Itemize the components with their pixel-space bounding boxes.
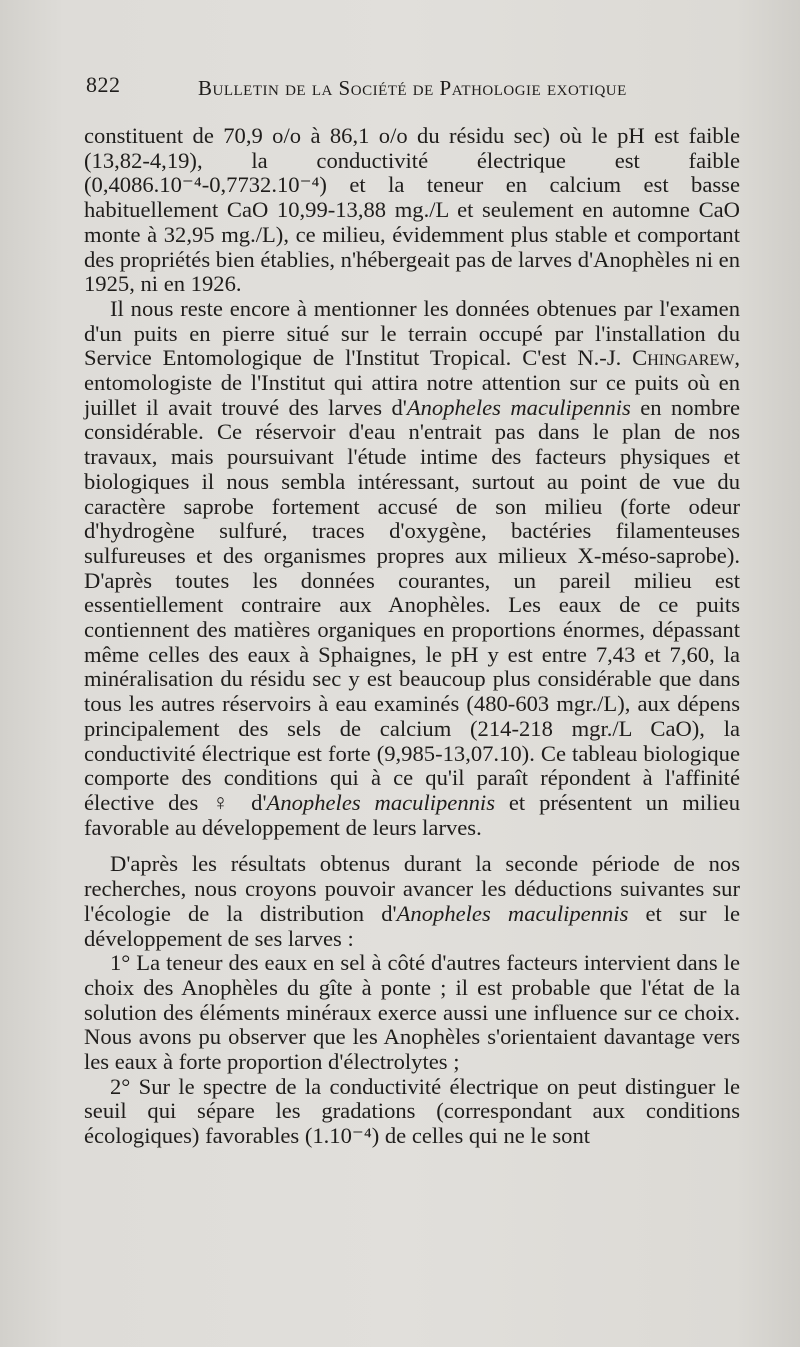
italic-term: Anopheles maculipennis <box>406 394 631 420</box>
text-run: Il nous reste encore à mentionner les données obtenues par l'examen d'un puits en pierre situé sur le terrain occupé par l'installation du Service Entomologique de l'Institut Tropical. C'est N.-J. <box>84 295 740 371</box>
text-run: , entomologiste de l'Institut qui attira notre attention sur ce puits où en juillet il avait trouvé des larves d' <box>84 345 740 420</box>
page-number: 822 <box>86 72 121 97</box>
text-run: constituent de 70,9 o/o à 86,1 o/o du résidu sec) où le pH est faible (13,82-4,19), la conductivité électrique est faible (0,4086.10⁻⁴-0,7732.10⁻⁴) et la teneur en calcium est basse habituellement CaO 10,99-13,88 mg./L et seulement en automne CaO monte à 32,95 mg./L), ce milieu, évidemment plus stable et comportant des propriétés bien établies, n'hébergeait pas de larves d'Anophèles ni en 1925, ni en 1926. <box>84 123 740 297</box>
italic-term: Anopheles maculipennis <box>266 789 496 815</box>
running-title: Bulletin de la Société de Pathologie exotique <box>198 76 627 100</box>
text-run: D'après les résultats obtenus durant la seconde période de nos recherches, nous croyons pouvoir avancer les déductions suivantes sur l'écologie de la distribution d' <box>84 851 740 926</box>
text-run: 2° Sur le spectre de la conductivité électrique on peut distinguer le seuil qui sépare les gradations (correspondant aux conditions écologiques) favorables (1.10⁻⁴) de celles qui ne le sont <box>84 1073 740 1149</box>
paragraph <box>84 297 740 840</box>
paragraph <box>84 124 740 297</box>
paragraph <box>84 852 740 951</box>
paragraph <box>84 951 740 1075</box>
text-run: en nombre considérable. Ce réservoir d'eau n'entrait pas dans le plan de nos travaux, mais poursuivant l'étude intime des facteurs physiques et biologiques il nous sembla intéressant, surtout au point de vue du caractère saprobe fortement accusé de son milieu (forte odeur d'hydrogène sulfuré, traces d'oxygène, bactéries filamenteuses sulfureuses et des organismes propres aux milieux X-méso-saprobe). D'après toutes les données courantes, un pareil milieu est essentiellement contraire aux Anophèles. Les eaux de ce puits contiennent des matières organiques en proportions énormes, dépassant même celles des eaux à Sphaignes, le pH y est entre 7,43 et 7,60, la minéralisation du résidu sec y est beaucoup plus considérable que dans tous les autres réservoirs à eau examinés (480-603 mgr./L), aux dépens principalement des sels de calcium (214-218 mgr./L CaO), la conductivité électrique est forte (9,985-13,07.10). Ce tableau biologique comporte des conditions qui à ce qu'il paraît répondent à l'affinité élective des ♀ d' <box>84 394 740 815</box>
paragraph <box>84 1075 740 1149</box>
author-name: Chingarew <box>632 345 735 371</box>
text-run: et sur le développement de ses larves : <box>84 900 740 951</box>
body-text <box>84 124 740 1149</box>
italic-term: Anopheles maculipennis <box>396 900 629 926</box>
text-run: et présentent un milieu favorable au développement de leurs larves. <box>84 789 740 840</box>
text-run: 1° La teneur des eaux en sel à côté d'autres facteurs intervient dans le choix des Anophèles du gîte à ponte ; il est probable que l'état de la solution des éléments minéraux exerce aussi une influence sur ce choix. Nous avons pu observer que les Anophèles s'orientaient davantage vers les eaux à forte proportion d'électrolytes ; <box>84 950 740 1075</box>
